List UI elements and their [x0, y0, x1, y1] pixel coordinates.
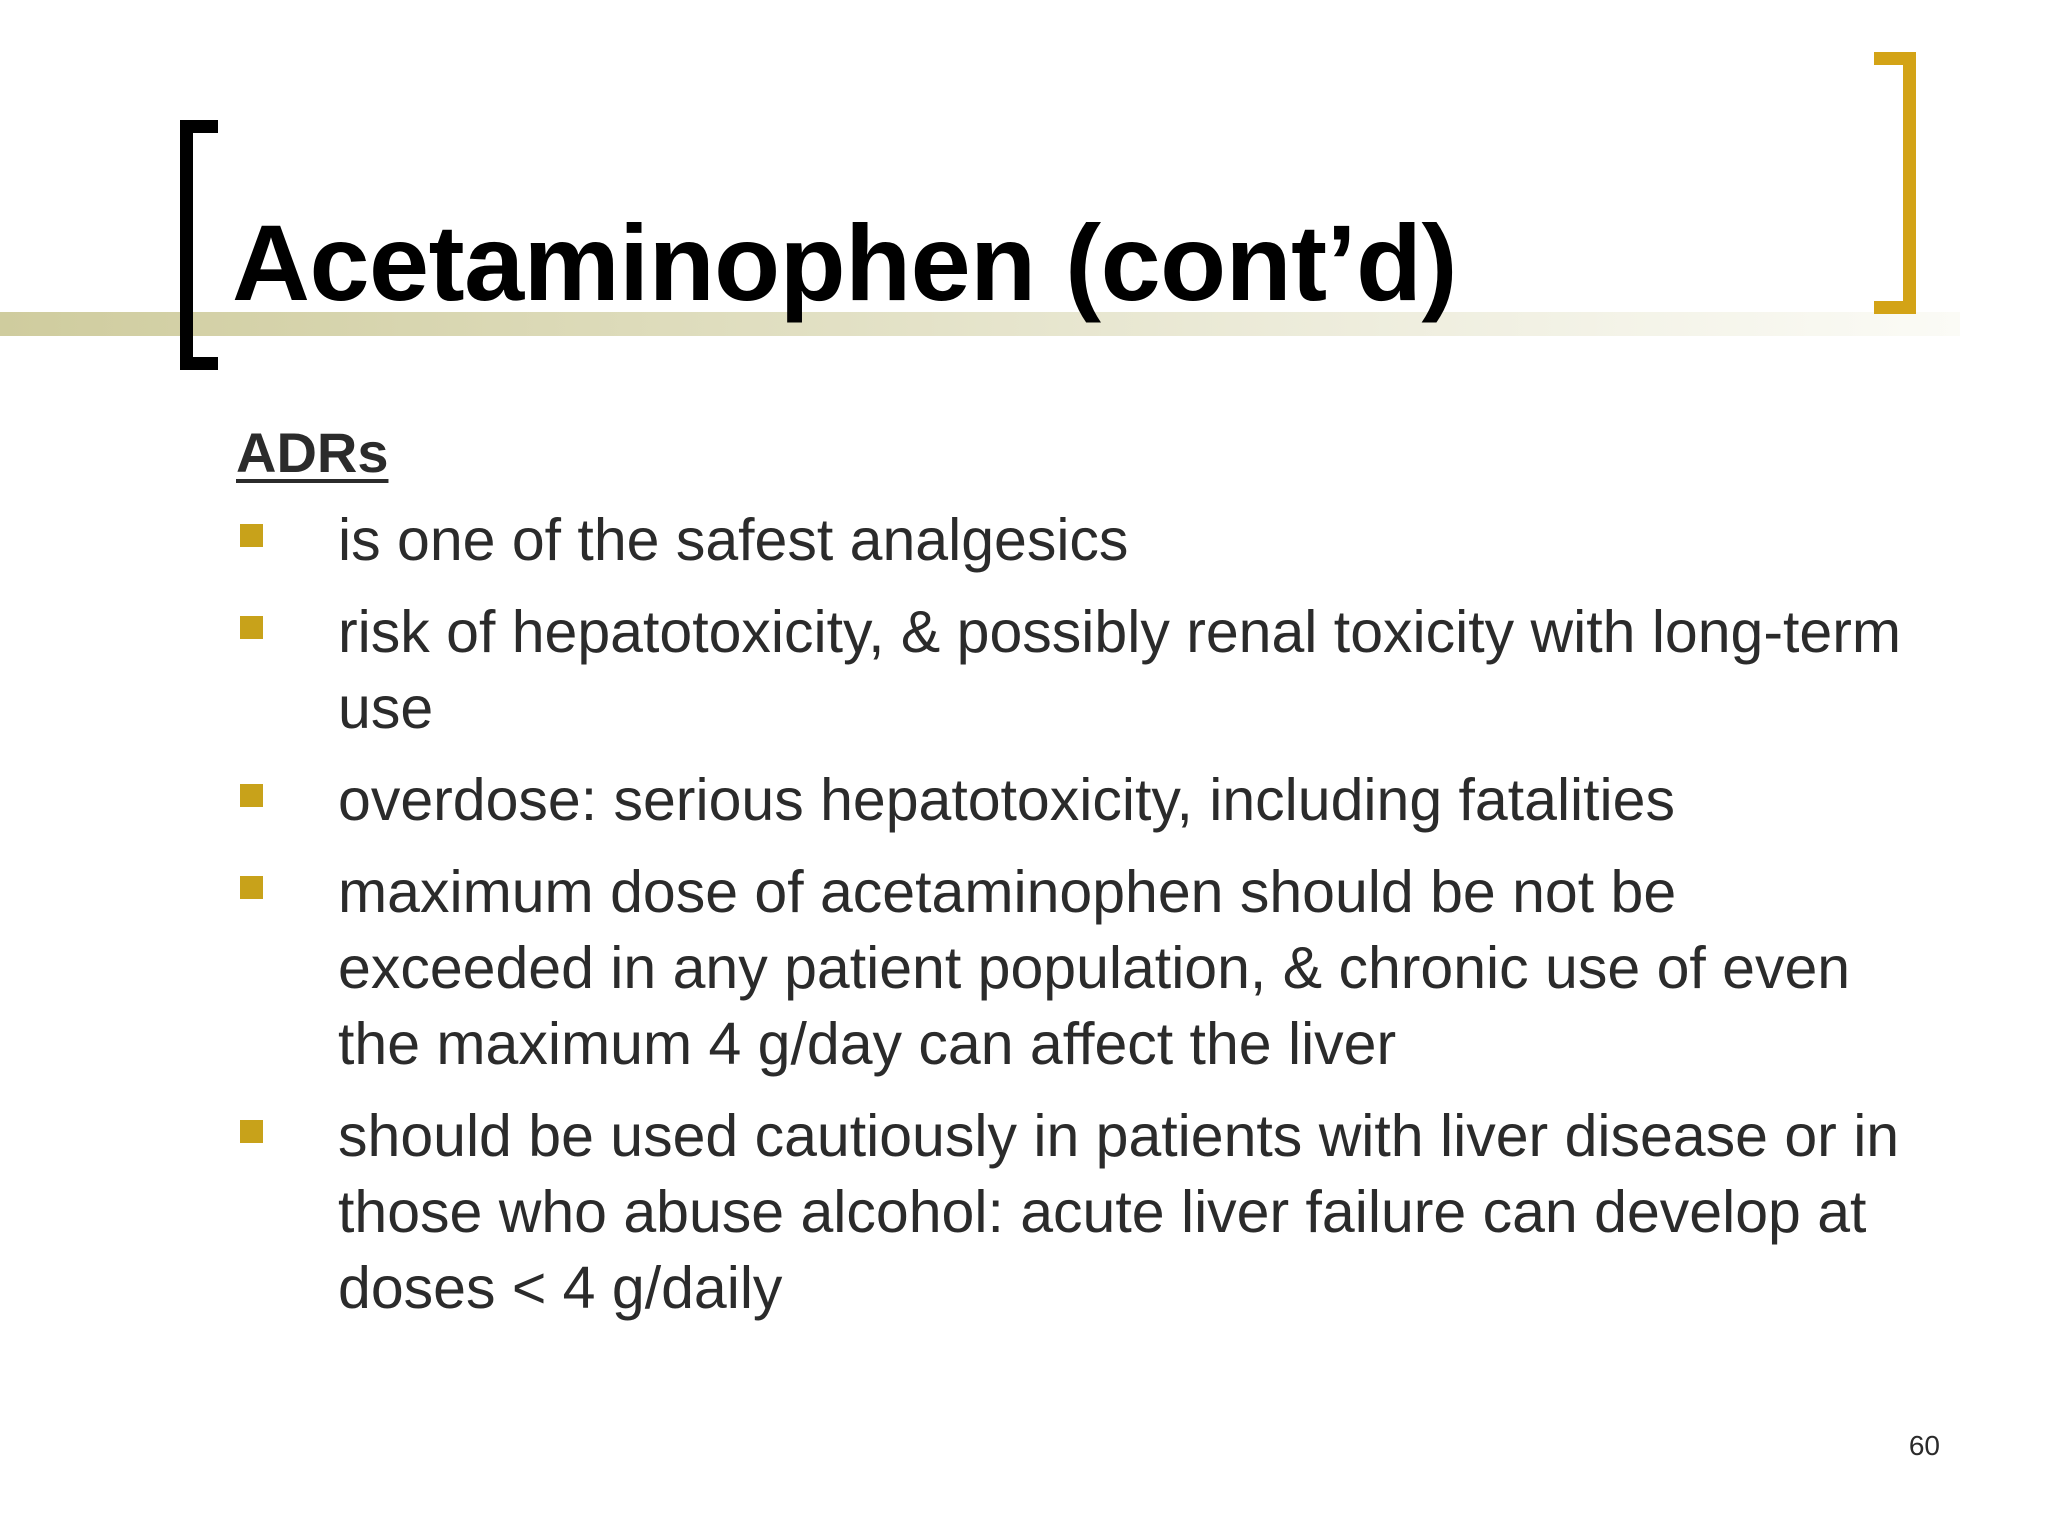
- square-bullet-icon: [240, 784, 263, 807]
- square-bullet-icon: [240, 1120, 263, 1143]
- bullet-text: is one of the safest analgesics: [338, 507, 1129, 573]
- bullet-list: [236, 502, 1916, 1326]
- right-bracket-decoration: [1874, 52, 1916, 314]
- list-item: [236, 762, 1916, 838]
- list-item: [236, 502, 1916, 578]
- bullet-text: should be used cautiously in patients with liver disease or in those who abuse alcohol: acute liver failure can develop at doses < 4 g/daily: [338, 1103, 1900, 1321]
- slide-title: Acetaminophen (cont’d): [232, 202, 1457, 323]
- bullet-text: risk of hepatotoxicity, & possibly renal toxicity with long-term use: [338, 599, 1902, 741]
- square-bullet-icon: [240, 524, 263, 547]
- list-item: [236, 594, 1916, 746]
- left-bracket-decoration: [180, 120, 218, 370]
- list-item: [236, 854, 1916, 1082]
- slide-body: [236, 418, 1916, 1342]
- square-bullet-icon: [240, 876, 263, 899]
- section-heading: ADRs: [236, 421, 389, 484]
- bullet-text: overdose: serious hepatotoxicity, including fatalities: [338, 767, 1675, 833]
- list-item: [236, 1098, 1916, 1326]
- bullet-text: maximum dose of acetaminophen should be not be exceeded in any patient population, & chronic use of even the maximum 4 g/day can affect the liver: [338, 859, 1851, 1077]
- page-number: 60: [1908, 1430, 1940, 1461]
- square-bullet-icon: [240, 616, 263, 639]
